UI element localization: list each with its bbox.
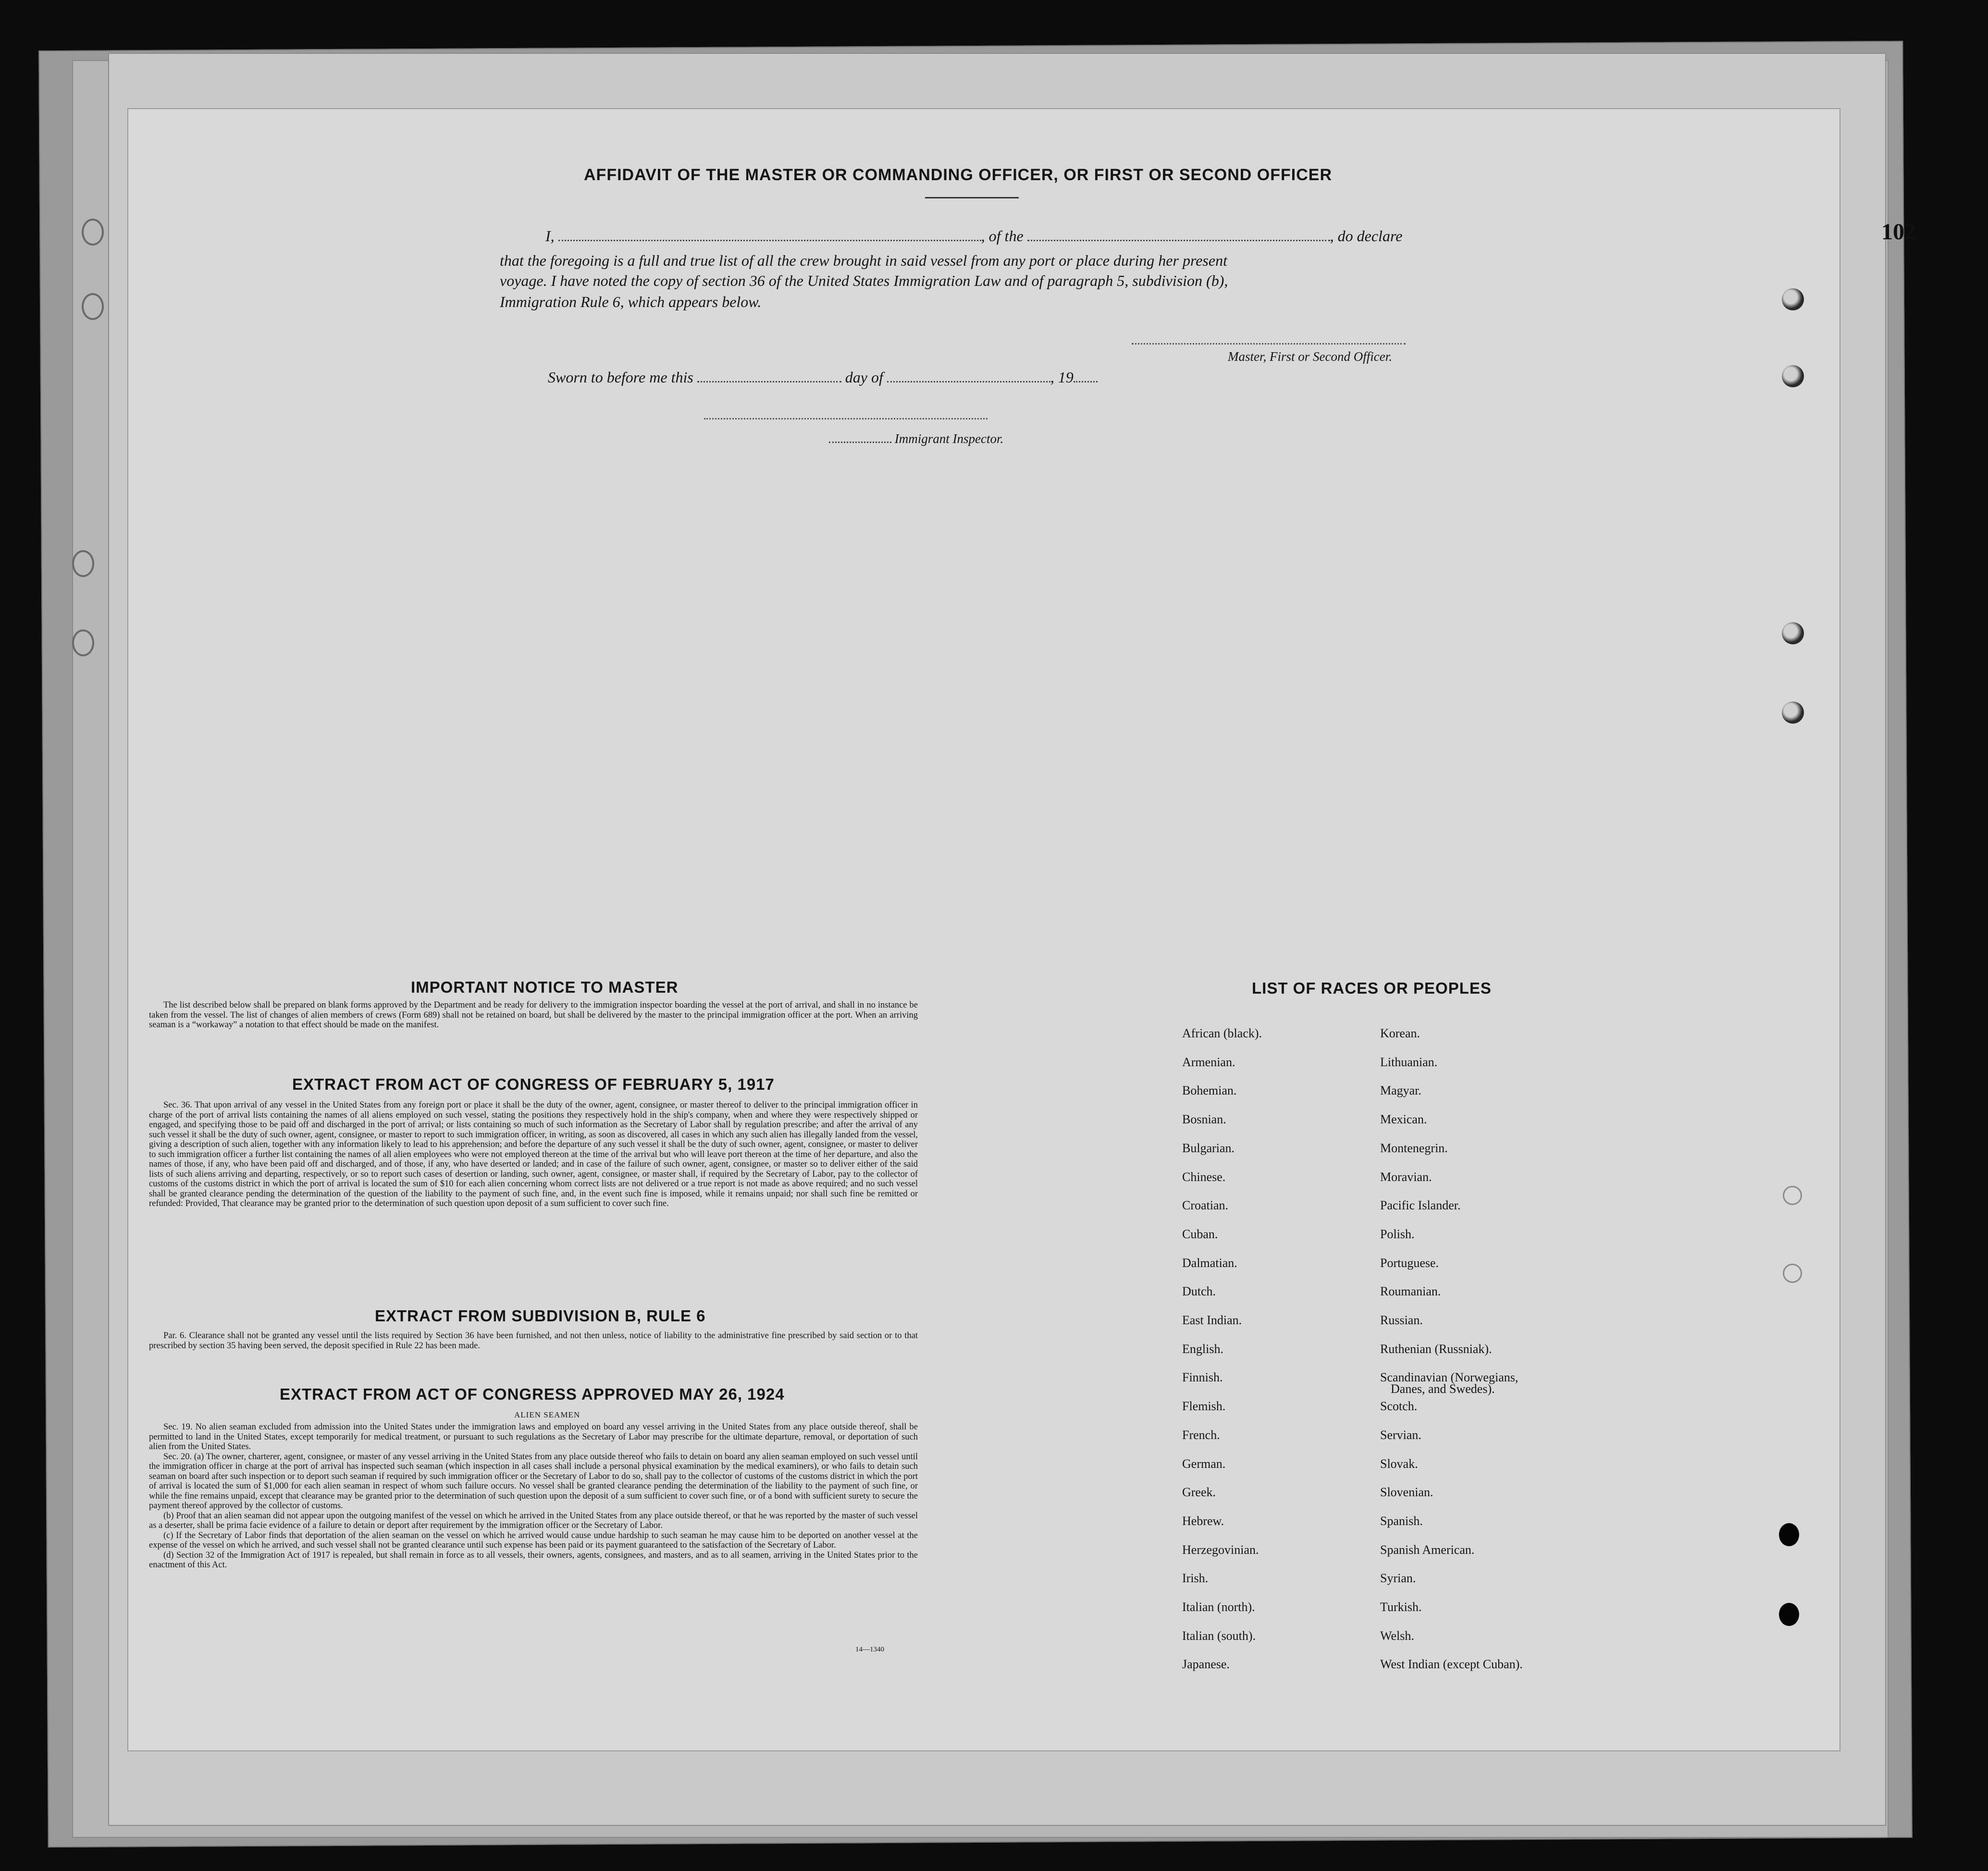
affidavit-title: AFFIDAVIT OF THE MASTER OR COMMANDING OFFICER, OR FIRST OR SECOND OFFICER bbox=[584, 166, 1332, 184]
inspector-caption bbox=[829, 431, 1003, 446]
affidavit-i-label: I, bbox=[545, 227, 555, 245]
race-item: Dalmatian. bbox=[1182, 1256, 1237, 1270]
notice-text bbox=[149, 1000, 918, 1030]
extract-rule6-text bbox=[149, 1331, 918, 1351]
vessel-blank[interactable] bbox=[1027, 239, 1330, 241]
extract-1924-text bbox=[149, 1422, 918, 1570]
race-item: African (black). bbox=[1182, 1026, 1262, 1040]
race-item: Korean. bbox=[1380, 1026, 1420, 1040]
binder-hole-icon bbox=[1783, 1264, 1802, 1283]
race-item: Greek. bbox=[1182, 1485, 1216, 1500]
race-item: Herzegovinian. bbox=[1182, 1542, 1259, 1557]
year-label: , 19 bbox=[1050, 369, 1074, 386]
race-item: Bulgarian. bbox=[1182, 1141, 1235, 1155]
race-item: Syrian. bbox=[1380, 1571, 1416, 1586]
race-item: Turkish. bbox=[1380, 1600, 1422, 1614]
extract-1917-title: EXTRACT FROM ACT OF CONGRESS OF FEBRUARY 5, 1917 bbox=[292, 1075, 775, 1093]
sworn-label: Sworn to before me this bbox=[548, 369, 693, 386]
race-item: Japanese. bbox=[1182, 1657, 1230, 1672]
binder-hole-icon bbox=[72, 550, 94, 577]
inspector-signature-line[interactable] bbox=[704, 417, 988, 419]
extract-1924-paragraph: Sec. 20. (a) The owner, charterer, agent, consignee, or master of any vessel arriving in the United States from any place outside thereof who fails to detain on board any alien seaman employed on such vessel until the immigration officer in charge at the port of arrival has inspected such seaman (which inspection in all cases shall include a personal physical examination by the medical examiners), or who fails to detain such seaman on board after such inspection or to deport such seaman if required by such immigration officer or the Secretary of Labor to do so, shall pay to the collector of customs of the customs district in which the port of arrival is located the sum of $1,000 for each alien seaman in respect of whom such failure occurs. No vessel shall be granted clearance pending the determination of the liability to the payment of such fine, or while the fine remains unpaid, except that clearance may be granted prior to the determination of such question upon the deposit of a sum sufficient to cover such fine, or of a bond with sufficient surety to secure the payment thereof approved by the collector of customs. bbox=[149, 1452, 918, 1511]
races-title: LIST OF RACES OR PEOPLES bbox=[1252, 979, 1492, 997]
race-item: Lithuanian. bbox=[1380, 1055, 1438, 1069]
affidavit-of-the-label: , of the bbox=[981, 227, 1024, 245]
inspector-dots bbox=[829, 441, 891, 443]
extract-1917-text bbox=[149, 1100, 918, 1209]
extract-1924-paragraph: (b) Proof that an alien seaman did not appear upon the outgoing manifest of the vessel on which he arrived in the United States from any place outside thereof, or that he was reported by the master of such vessel as a deserter, shall be prima facie evidence of a failure to detain or deport after requirement by the immigration officer or the Secretary of Labor. bbox=[149, 1511, 918, 1530]
race-item: Portuguese. bbox=[1380, 1256, 1439, 1270]
race-item: Chinese. bbox=[1182, 1169, 1226, 1184]
race-item: Bohemian. bbox=[1182, 1083, 1237, 1098]
master-signature-caption: Master, First or Second Officer. bbox=[1228, 349, 1392, 364]
race-item: French. bbox=[1182, 1428, 1220, 1442]
binder-hole-icon bbox=[1782, 288, 1804, 310]
race-item: Scotch. bbox=[1380, 1399, 1418, 1414]
race-item: Irish. bbox=[1182, 1571, 1209, 1586]
extract-rule6-title: EXTRACT FROM SUBDIVISION B, RULE 6 bbox=[375, 1307, 706, 1325]
affidavit-line-1 bbox=[545, 227, 1402, 245]
race-item: Italian (north). bbox=[1182, 1600, 1255, 1614]
affidavit-declare-label: , do declare bbox=[1330, 227, 1403, 245]
sworn-line bbox=[548, 369, 1098, 386]
race-item: Servian. bbox=[1380, 1428, 1421, 1442]
binder-hole-icon bbox=[82, 293, 104, 320]
title-divider bbox=[925, 197, 1019, 198]
race-item: Slovenian. bbox=[1380, 1485, 1433, 1500]
notice-paragraph: The list described below shall be prepared on blank forms approved by the Department and be ready for delivery to the immigration inspector boarding the vessel at the port of arrival, and shall in no instance be taken from the vessel. The list of changes of alien members of crews (Form 689) shall not be retained on board, but shall be delivered by the master to the principal immigration officer at the port. When an arriving seaman is a “workaway” a notation to that effect should be made on the manifest. bbox=[149, 1000, 918, 1030]
race-item: Pacific Islander. bbox=[1380, 1198, 1461, 1213]
race-item: Bosnian. bbox=[1182, 1112, 1226, 1127]
race-item: Polish. bbox=[1380, 1227, 1415, 1241]
affidavit-line-2: that the foregoing is a full and true list of all the crew brought in said vessel from any port or place during her present bbox=[500, 252, 1227, 269]
affidavit-line-4: Immigration Rule 6, which appears below. bbox=[500, 293, 762, 310]
extract-rule6-paragraph: Par. 6. Clearance shall not be granted any vessel until the lists required by Section 36 have been furnished, and not then unless, notice of liability to the administrative fine prescribed by said section or to that prescribed by section 35 having been served, the deposit specified in Rule 22 has been made. bbox=[149, 1331, 918, 1351]
race-item: German. bbox=[1182, 1456, 1226, 1471]
extract-1924-title: EXTRACT FROM ACT OF CONGRESS APPROVED MAY 26, 1924 bbox=[280, 1385, 785, 1403]
master-signature-line[interactable] bbox=[1132, 342, 1406, 345]
extract-1924-paragraph: Sec. 19. No alien seaman excluded from admission into the United States under the immigration laws and employed on board any vessel arriving in the United States from any place outside thereof, shall be permitted to land in the United States, except temporarily for medical treatment, or pursuant to such regulations as the Secretary of Labor may prescribe for the ultimate departure, removal, or deportation of such alien from the United States. bbox=[149, 1422, 918, 1452]
inspector-caption-text: Immigrant Inspector. bbox=[894, 431, 1004, 446]
race-item: Spanish. bbox=[1380, 1514, 1423, 1528]
race-item: Cuban. bbox=[1182, 1227, 1218, 1241]
sworn-day-blank[interactable] bbox=[697, 381, 841, 382]
race-item: English. bbox=[1182, 1342, 1223, 1356]
name-blank[interactable] bbox=[558, 239, 981, 241]
binder-hole-icon bbox=[1779, 1523, 1799, 1546]
race-item: Montenegrin. bbox=[1380, 1141, 1448, 1155]
affidavit-line-3: voyage. I have noted the copy of section 36 of the United States Immigration Law and of paragraph 5, subdivision (b), bbox=[500, 272, 1228, 289]
day-of-label: day of bbox=[845, 369, 883, 386]
binder-hole-icon bbox=[72, 629, 94, 656]
page-number: 102 bbox=[1881, 219, 1916, 245]
binder-hole-icon bbox=[1783, 1186, 1802, 1205]
race-item: Roumanian. bbox=[1380, 1284, 1441, 1299]
race-item: Italian (south). bbox=[1182, 1628, 1256, 1643]
race-item: Spanish American. bbox=[1380, 1542, 1475, 1557]
binder-hole-icon bbox=[1782, 365, 1804, 387]
race-item: Danes, and Swedes). bbox=[1391, 1382, 1495, 1396]
binder-hole-icon bbox=[1782, 622, 1804, 644]
race-item: Mexican. bbox=[1380, 1112, 1427, 1127]
binder-hole-icon bbox=[1779, 1603, 1799, 1626]
race-item: Croatian. bbox=[1182, 1198, 1229, 1213]
sworn-year-blank[interactable] bbox=[1074, 381, 1098, 382]
race-item: East Indian. bbox=[1182, 1313, 1242, 1327]
race-item: West Indian (except Cuban). bbox=[1380, 1657, 1523, 1672]
race-item: Scandinavian (Norwegians, bbox=[1380, 1370, 1519, 1385]
race-item: Ruthenian (Russniak). bbox=[1380, 1342, 1492, 1356]
form-number: 14—1340 bbox=[855, 1646, 884, 1653]
race-item: Slovak. bbox=[1380, 1456, 1418, 1471]
race-item: Finnish. bbox=[1182, 1370, 1223, 1385]
notice-title: IMPORTANT NOTICE TO MASTER bbox=[411, 978, 679, 996]
race-item: Flemish. bbox=[1182, 1399, 1226, 1414]
race-item: Moravian. bbox=[1380, 1169, 1432, 1184]
extract-1924-paragraph: (c) If the Secretary of Labor finds that deportation of the alien seaman on the vessel on which he arrived would cause undue hardship to such seaman he may cause him to be deported on another vessel at the expense of the vessel on which he arrived, and such vessel shall not be granted clearance until such expense has been paid or its payment guaranteed to the satisfaction of the Secretary of Labor. bbox=[149, 1530, 918, 1550]
binder-hole-icon bbox=[1782, 702, 1804, 724]
race-item: Armenian. bbox=[1182, 1055, 1235, 1069]
race-item: Russian. bbox=[1380, 1313, 1423, 1327]
alien-seamen-subtitle: ALIEN SEAMEN bbox=[514, 1410, 580, 1419]
race-item: Welsh. bbox=[1380, 1628, 1414, 1643]
race-item: Magyar. bbox=[1380, 1083, 1421, 1098]
race-item: Hebrew. bbox=[1182, 1514, 1224, 1528]
sworn-month-blank[interactable] bbox=[887, 381, 1050, 382]
binder-hole-icon bbox=[82, 219, 104, 246]
race-item: Dutch. bbox=[1182, 1284, 1216, 1299]
extract-1917-paragraph: Sec. 36. That upon arrival of any vessel in the United States from any foreign port or place it shall be the duty of the owner, agent, consignee, or master thereof to deliver to the principal immigration officer in charge of the port of arrival lists containing the names of all aliens employed on such vessel, stating the positions they respectively hold in the ship's company, when and where they were respectively shipped or engaged, and specifying those to be paid off and discharged in the port of arrival; or lists containing so much of such information as the Secretary of Labor shall by regulation prescribe; and after the arrival of any such vessel it shall be the duty of such owner, agent, consignee, or master to report to such immigration officer, in writing, as soon as discovered, all cases in which any such alien has illegally landed from the vessel, giving a description of such alien, together with any information likely to lead to his apprehension; and before the departure of any such vessel it shall be the duty of such owner, agent, consignee, or master to deliver to such immigration officer a further list containing the names of all alien employees who were not employed thereon at the time of the arrival but who will leave port thereon at the time of her departure, and also the names of those, if any, who have been paid off and discharged, and of those, if any, who have deserted or landed; and in case of the failure of such owner, agent, consignee, or master so to deliver either of the said lists of such aliens arriving and departing, respectively, or so to report such cases of desertion or landing, such owner, agent, consignee, or master shall, if required by the Secretary of Labor, pay to the collector of customs of the customs district in which the port of arrival is located the sum of $10 for each alien concerning whom correct lists are not delivered or a true report is not made as above required; and no such vessel shall be granted clearance pending the determination of the question of the liability to the payment of such fine, and, in the event such fine is imposed, while it remains unpaid; nor shall such fine be remitted or refunded: Provided, That clearance may be granted prior to the determination of such question upon deposit of a sum sufficient to cover such fine. bbox=[149, 1100, 918, 1208]
extract-1924-paragraph: (d) Section 32 of the Immigration Act of 1917 is repealed, but shall remain in force as to all vessels, their owners, agents, consignees, and masters, and as to all seamen, arriving in the United States prior to the enactment of this Act. bbox=[149, 1550, 918, 1570]
